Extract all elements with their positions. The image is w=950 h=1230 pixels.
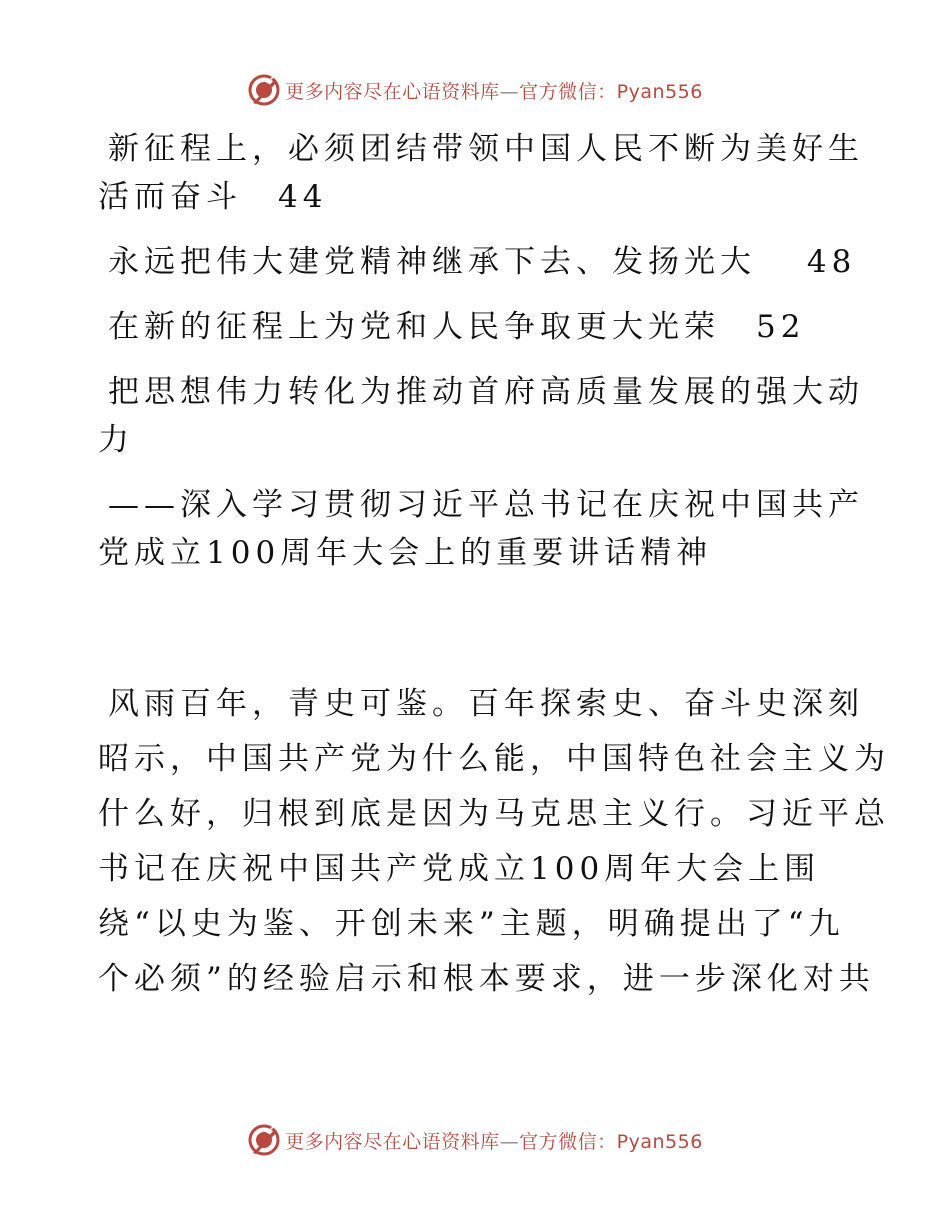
toc-subtitle-line: ——深入学习贯彻习近平总书记在庆祝中国共产 bbox=[108, 487, 864, 523]
body-paragraph bbox=[98, 677, 890, 1007]
paragraph-line: 绕“以史为鉴、开创未来”主题，明确提出了“九 bbox=[98, 906, 845, 942]
toc-entry[interactable] bbox=[98, 125, 864, 221]
banner-wechat: 官方微信：Pyan556 bbox=[519, 80, 703, 103]
toc-entry[interactable] bbox=[98, 368, 864, 577]
header-banner bbox=[0, 70, 950, 110]
quill-seal-icon bbox=[247, 73, 281, 107]
document-content bbox=[98, 125, 890, 1007]
paragraph-line: 风雨百年，青史可鉴。百年探索史、奋斗史深刻 bbox=[108, 686, 864, 722]
footer-banner bbox=[0, 1120, 950, 1160]
paragraph-line: 书记在庆祝中国共产党成立100周年大会上围 bbox=[98, 851, 821, 887]
toc-entry[interactable] bbox=[98, 238, 858, 286]
banner-wechat: 官方微信：Pyan556 bbox=[519, 1130, 703, 1153]
banner-dash: — bbox=[499, 1130, 520, 1153]
toc-entry-line: 活而奋斗 44 bbox=[98, 179, 328, 215]
toc-entry-line: 新征程上，必须团结带领中国人民不断为美好生 bbox=[108, 131, 864, 167]
paragraph-line: 昭示，中国共产党为什么能，中国特色社会主义为 bbox=[98, 741, 890, 777]
toc-subtitle-line: 党成立100周年大会上的重要讲话精神 bbox=[98, 535, 713, 571]
paragraph-line: 个必须”的经验启示和根本要求，进一步深化对共 bbox=[98, 961, 875, 997]
toc-entry[interactable] bbox=[98, 303, 858, 351]
toc-entry-line: 永远把伟大建党精神继承下去、发扬光大 48 bbox=[108, 244, 857, 280]
toc-entry-line: 在新的征程上为党和人民争取更大光荣 52 bbox=[108, 309, 806, 345]
toc-entry-line: 把思想伟力转化为推动首府高质量发展的强大动 bbox=[108, 374, 864, 410]
banner-dash: — bbox=[499, 80, 520, 103]
banner-title: 更多内容尽在心语资料库 bbox=[285, 1130, 500, 1153]
paragraph-line: 什么好，归根到底是因为马克思主义行。习近平总 bbox=[98, 796, 890, 832]
quill-seal-icon bbox=[247, 1123, 281, 1157]
banner-title: 更多内容尽在心语资料库 bbox=[285, 80, 500, 103]
toc-entry-line: 力 bbox=[98, 422, 134, 458]
